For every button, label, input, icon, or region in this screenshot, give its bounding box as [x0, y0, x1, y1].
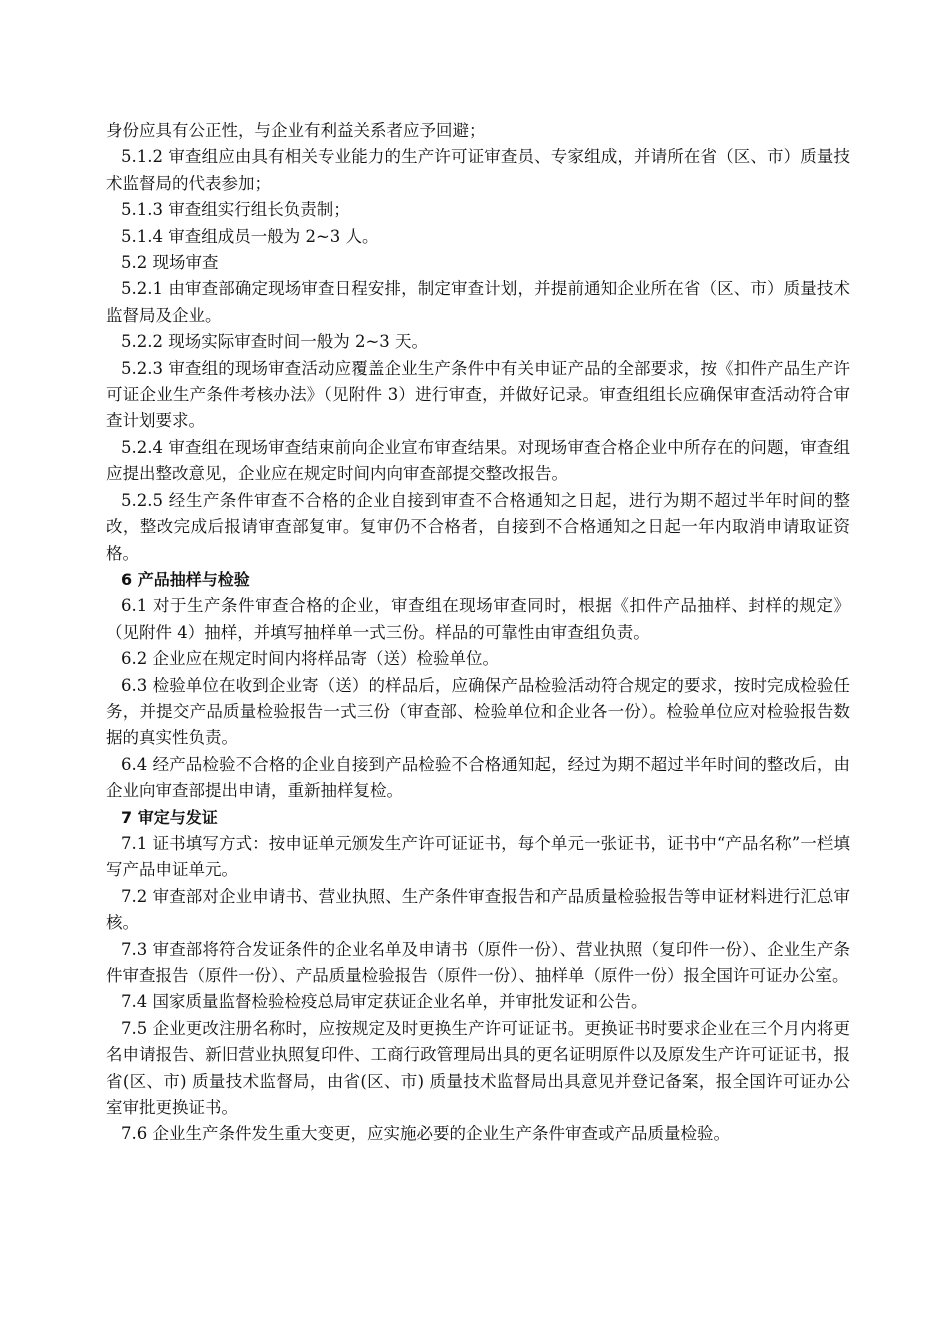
clause-7-2: 7.2 审查部对企业申请书、营业执照、生产条件审查报告和产品质量检验报告等申证材料进行汇总审核。 [106, 886, 850, 933]
section-heading-7: 7 审定与发证 [121, 807, 218, 827]
clause-6-1: 6.1 对于生产条件审查合格的企业，审查组在现场审查同时，根据《扣件产品抽样、封样的规定》（见附件 4）抽样，并填写抽样单一式三份。样品的可靠性由审查组负责。 [106, 596, 850, 642]
clause-5-2-1: 5.2.1 由审查部确定现场审查日程安排，制定审查计划，并提前通知企业所在省（区、市）质量技术监督局及企业。 [106, 279, 850, 325]
clause-6-3: 6.3 检验单位在收到企业寄（送）的样品后，应确保产品检验活动符合规定的要求，按时完成检验任务，并提交产品质量检验报告一式三份（审查部、检验单位和企业各一份）。检验单位应对检验报告数据的真实性负责。 [106, 675, 850, 748]
clause-5-1-2: 5.1.2 审查组应由具有相关专业能力的生产许可证审查员、专家组成，并请所在省（区、市）质量技术监督局的代表参加； [106, 147, 850, 193]
clause-5-2-4: 5.2.4 审查组在现场审查结束前向企业宣布审查结果。对现场审查合格企业中所存在的问题，审查组应提出整改意见，企业应在规定时间内向审查部提交整改报告。 [106, 437, 850, 484]
clause-5-1-4: 5.1.4 审查组成员一般为 2~3 人。 [121, 226, 379, 246]
section-heading-6: 6 产品抽样与检验 [121, 569, 250, 589]
document-page [106, 118, 850, 1148]
clause-6-4: 6.4 经产品检验不合格的企业自接到产品检验不合格通知起，经过为期不超过半年时间的整改后，由企业向审查部提出申请，重新抽样复检。 [106, 754, 850, 801]
clause-7-3: 7.3 审查部将符合发证条件的企业名单及申请书（原件一份）、营业执照（复印件一份）、企业生产条件审查报告（原件一份）、产品质量检验报告（原件一份）、抽样单（原件一份）报全国许可证办公室。 [106, 939, 850, 985]
clause-6-2: 6.2 企业应在规定时间内将样品寄（送）检验单位。 [121, 649, 499, 669]
paragraph-continuation: 身份应具有公正性，与企业有利益关系者应予回避； [106, 121, 486, 140]
clause-5-1-3: 5.1.3 审查组实行组长负责制； [121, 200, 350, 220]
clause-7-6: 7.6 企业生产条件发生重大变更，应实施必要的企业生产条件审查或产品质量检验。 [121, 1124, 730, 1144]
clause-5-2-3: 5.2.3 审查组的现场审查活动应覆盖企业生产条件中有关申证产品的全部要求，按《扣件产品生产许可证企业生产条件考核办法》（见附件 3）进行审查，并做好记录。审查组组长应确保审查活动符合审查计划要求。 [106, 358, 850, 431]
clause-5-2-5: 5.2.5 经生产条件审查不合格的企业自接到审查不合格通知之日起，进行为期不超过半年时间的整改，整改完成后报请审查部复审。复审仍不合格者，自接到不合格通知之日起一年内取消申请取证资格。 [106, 490, 850, 563]
clause-5-2-2: 5.2.2 现场实际审查时间一般为 2~3 天。 [121, 332, 429, 352]
clause-7-5: 7.5 企业更改注册名称时，应按规定及时更换生产许可证证书。更换证书时要求企业在三个月内将更名申请报告、新旧营业执照复印件、工商行政管理局出具的更名证明原件以及原发生产许可证证书，报省(区、市) 质量技术监督局，由省(区、市) 质量技术监督局出具意见并登记备案，报全国许可证办公室审批更换证书。 [106, 1018, 850, 1118]
clause-7-4: 7.4 国家质量监督检验检疫总局审定获证企业名单，并审批发证和公告。 [121, 992, 648, 1012]
clause-5-2-title: 5.2 现场审查 [121, 253, 219, 273]
clause-7-1: 7.1 证书填写方式：按申证单元颁发生产许可证证书，每个单元一张证书，证书中“产品名称”一栏填写产品申证单元。 [106, 833, 850, 880]
